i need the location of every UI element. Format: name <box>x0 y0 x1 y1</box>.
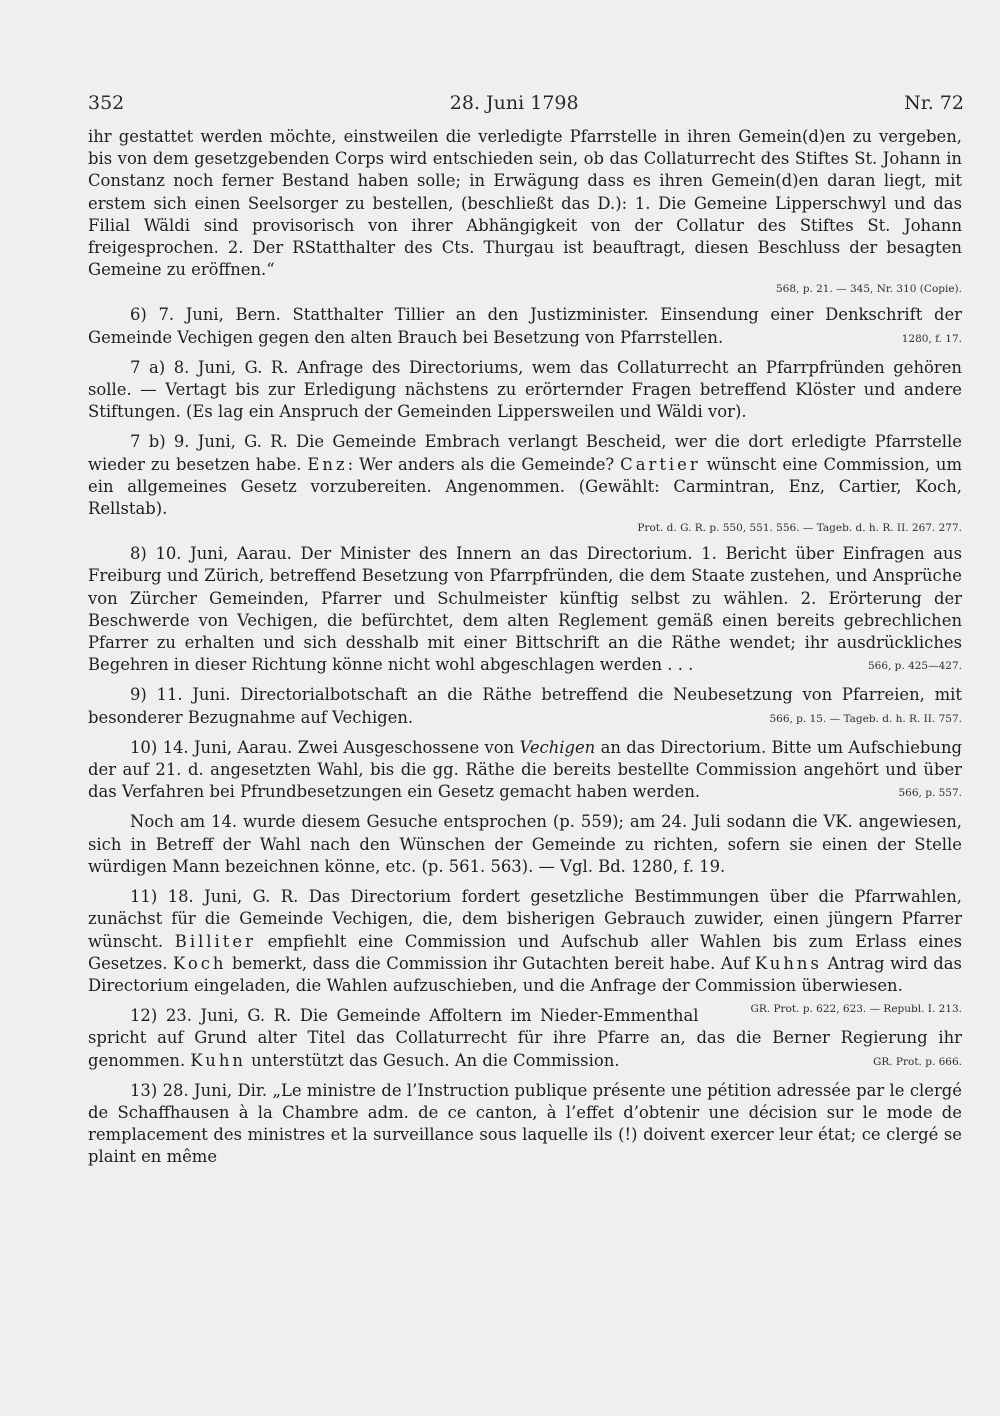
entry-text: : Wer anders als die Gemeinde? <box>347 454 615 474</box>
speaker-name: Cartier <box>620 454 701 474</box>
document-number: Nr. 72 <box>904 92 964 114</box>
entry-9 <box>88 684 962 728</box>
source-reference: 568, p. 21. — 345, Nr. 310 (Copie). <box>776 283 962 296</box>
entry-text: 9) 11. Juni. Directorialbotschaft an die Räthe betreffend die Neubesetzung von Pfarreien, mit besonderer Bezugnahme auf Vechigen. <box>88 685 962 727</box>
entry-8 <box>88 543 962 676</box>
entry-text: an das Directorium. Bitte um Aufschiebung der auf 21. d. angesetzten Wahl, bis die gg. Räthe die bereits bestellte Commission angehört und über das Verfahren bei Pfrundbesetzungen ein Gesetz gemacht haben werden. <box>88 737 962 802</box>
entry-6 <box>88 304 962 348</box>
entry-text: wünscht eine Commission, um ein allgemeines Gesetz vorzubereiten. Angenommen. (Gewählt: Carmintran, Enz, Cartier, Koch, Rellstab). <box>88 454 963 519</box>
source-reference: Prot. d. G. R. p. 550, 551. 556. — Tageb. d. h. R. II. 267. 277. <box>637 522 962 535</box>
entry-note: Noch am 14. wurde diesem Gesuche entsprochen (p. 559); am 24. Juli sodann die VK. angewiesen, sich in Betreff der Wahl nach den Wünschen der Gemeinde zu richten, sofern sie einen der Stelle würdigen Mann bezeichnen könne, etc. (p. 561. 563). — Vgl. Bd. 1280, f. 19. <box>88 812 962 876</box>
source-reference: 566, p. 15. — Tageb. d. h. R. II. 757. <box>769 712 962 725</box>
speaker-name: Billiter <box>174 931 256 951</box>
entry-7a: 7 a) 8. Juni, G. R. Anfrage des Directoriums, wem das Collaturrecht an Pfarrpfründen gehören solle. — Vertagt bis zur Erledigung nächstens zu erörternder Fragen betreffend Klöster und andere Stiftungen. (Es lag ein Anspruch der Gemeinden Lippersweilen und Wäldi vor). <box>88 357 962 422</box>
page-date: 28. Juni 1798 <box>449 92 579 114</box>
entry-text: 10) 14. Juni, Aarau. Zwei Ausgeschossene von <box>130 737 515 757</box>
page-body <box>88 126 962 1169</box>
entry-13: 13) 28. Juni, Dir. „Le ministre de l’Instruction publique présente une pétition adressée par le clergé de Schaffhausen à la Chambre adm. de ce canton, à l’effet d’obtenir une décision sur le mode de remplacement des ministres et la surveillance sous laquelle ils (!) doivent exercer leur état; ce clergé se plaint en même <box>88 1080 962 1167</box>
entry-text: bemerkt, dass die Commission ihr Gutachten bereit habe. Auf <box>232 953 750 973</box>
speaker-name: Enz <box>307 454 348 474</box>
entry-7b <box>88 431 962 520</box>
entry-text: 8) 10. Juni, Aarau. Der Minister des Innern an das Directorium. 1. Bericht über Einfragen aus Freiburg und Zürich, betreffend Besetzung von Pfarrpfründen, die dem Staate zustehen, und Ansprüche von Zürcher Gemeinden, Pfarrer und Schulmeister künftig selbst zu wählen. 2. Erörterung der Beschwerde von Vechigen, die befürchtet, dem alten Reglement gemäß einen bereits gebrechlichen Pfarrer zu erhalten und sich desshalb mit einer Bittschrift an die Räthe wendet; ihr ausdrückliches Begehren in dieser Richtung könne nicht wohl abgeschlagen werden . . . <box>88 544 962 675</box>
entry-text: 12) 23. Juni, G. R. Die Gemeinde Affoltern im Nieder-Emmenthal spricht auf Grund alter Titel das Collaturrecht für ihre Pfarre an, das die Berner Regierung ihr genommen. <box>88 1006 962 1070</box>
entry-10 <box>88 737 962 804</box>
source-reference: GR. Prot. p. 666. <box>872 1055 962 1068</box>
speaker-name: Kuhns <box>754 953 822 973</box>
speaker-name: Koch <box>173 953 227 973</box>
source-reference: 566, p. 425—427. <box>867 660 962 673</box>
entry-text: unterstützt das Gesuch. An die Commission. <box>251 1050 620 1070</box>
entry-text: Antrag wird das Directorium eingeladen, die Wahlen aufzuschieben, und die Anfrage der Commission überwiesen. <box>88 953 962 995</box>
entry-text: 11) 18. Juni, G. R. Das Directorium fordert gesetzliche Bestimmungen über die Pfarrwahlen, zunächst für die Gemeinde Vechigen, die, dem bisherigen Gebrauch zuwider, einen jüngern Pfarrer wünscht. <box>88 887 962 951</box>
source-reference: 566, p. 557. <box>898 787 962 800</box>
entry-continuation: ihr gestattet werden möchte, einstweilen die verledigte Pfarrstelle in ihren Gemein(d)en zu vergeben, bis von dem gesetzgebenden Corps wird entschieden sein, ob das Collaturrecht des Stiftes St. Johann in Constanz noch ferner Bestand haben solle; in Erwägung dass es ihren Gemein(d)en daran liegt, mit erstem sich einen Seelsorger zu bestellen, (beschließt das D.): 1. Die Gemeine Lipperschwyl und das Filial Wäldi sind provisorisch von ihrer Abhängigkeit von der Collatur des Stiftes St. Johann freigesprochen. 2. Der RStatthalter des Cts. Thurgau ist beauftragt, diesen Beschluss der besagten Gemeine zu eröffnen.“ <box>88 127 962 280</box>
entry-text: 6) 7. Juni, Bern. Statthalter Tillier an den Justizminister. Einsendung einer Denkschrift der Gemeinde Vechigen gegen den alten Brauch bei Besetzung von Pfarrstellen. <box>88 305 962 347</box>
entry-text: 7 b) 9. Juni, G. R. Die Gemeinde Embrach verlangt Bescheid, wer die dort erledigte Pfarrstelle wieder zu besetzen habe. <box>88 432 962 474</box>
page-header <box>88 92 964 114</box>
source-reference: 1280, f. 17. <box>901 332 962 345</box>
speaker-name: Kuhn <box>190 1050 246 1070</box>
entry-11 <box>88 886 962 1016</box>
page-number: 352 <box>88 92 125 114</box>
source-reference: GR. Prot. p. 622, 623. — Republ. I. 213. <box>750 1003 962 1016</box>
place-name: Vechigen <box>519 737 596 757</box>
entry-text: empfiehlt eine Commission und Aufschub aller Wahlen bis zum Erlass eines Gesetzes. <box>88 931 962 973</box>
